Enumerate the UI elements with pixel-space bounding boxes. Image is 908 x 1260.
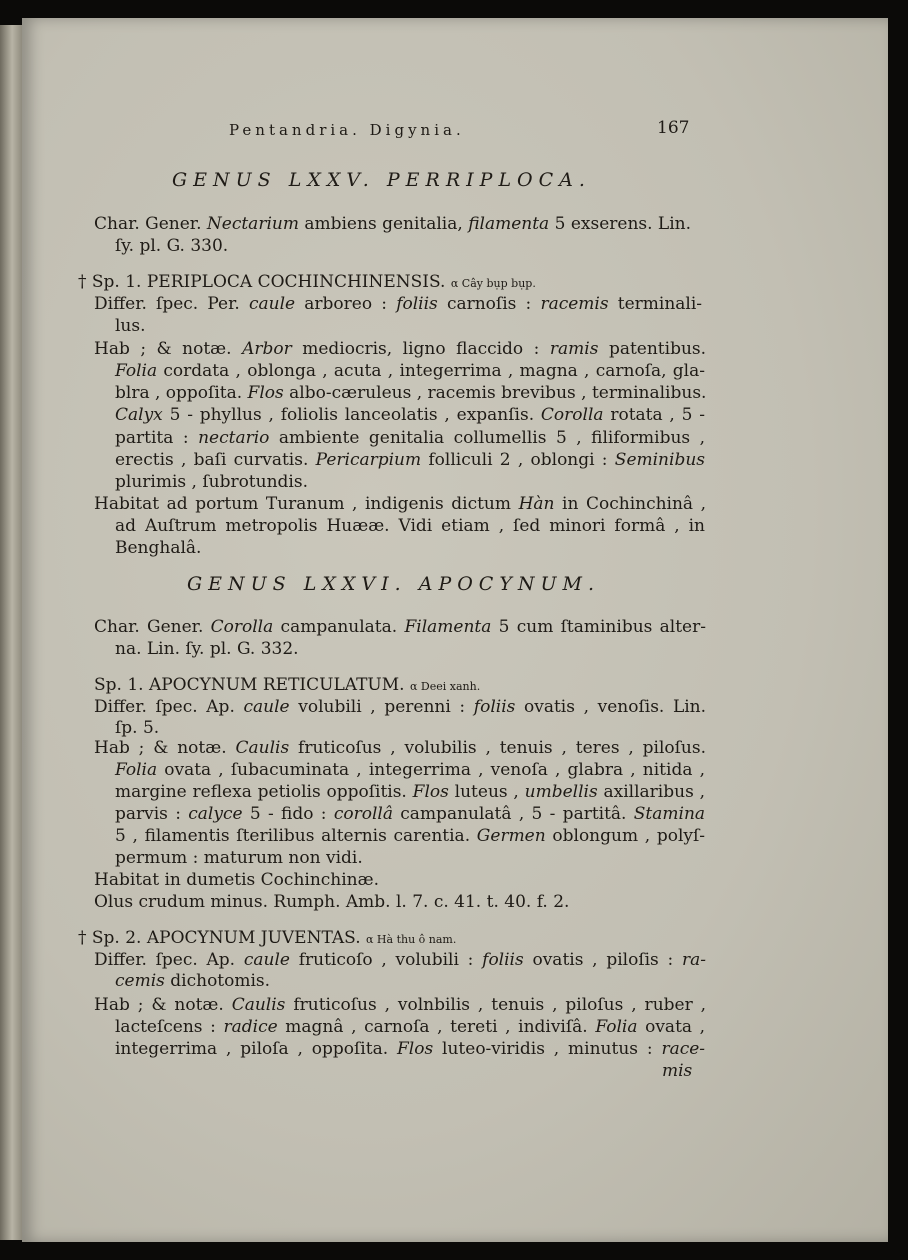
term: Hàn	[518, 494, 555, 514]
hab-line6: permum : maturum non vidi.	[115, 848, 363, 868]
hab-line6	[115, 450, 705, 470]
text: Differ. ſpec. Per.	[94, 294, 240, 314]
text: in Cochinchinâ ,	[562, 494, 707, 514]
text: folliculi 2 , oblongi :	[428, 450, 608, 470]
text: cordata , oblonga , acuta , integerrima , magna , carnoſa, gla-	[163, 361, 705, 381]
term: foliis	[396, 294, 438, 314]
facing-page-edge	[0, 25, 22, 1240]
term: Flos	[247, 383, 284, 403]
text: ovata , ſubacuminata , integerrima , venoſa , glabra , nitida ,	[164, 760, 705, 780]
term: Corolla	[210, 617, 274, 637]
term: corollâ	[333, 804, 393, 824]
catchword	[662, 1061, 692, 1081]
species-name: † Sp. 1. PERIPLOCA COCHINCHINENSIS.	[78, 272, 446, 292]
species-title-periploca-cochinchinensis	[78, 272, 536, 294]
genus76-char-line1	[94, 617, 706, 637]
hab-line2	[115, 361, 705, 381]
text: 5 exserens. Lin.	[554, 214, 692, 234]
term: Germen	[476, 826, 546, 846]
term: filamenta	[468, 214, 550, 234]
hab-line1	[94, 738, 706, 758]
text: rotata , 5 -	[610, 405, 705, 425]
text: ovatis , piloſis :	[532, 950, 674, 970]
text: blra , oppoſita.	[115, 383, 243, 403]
term: radice	[223, 1017, 278, 1037]
text: fruticoſus , volubilis , tenuis , teres , piloſus.	[298, 738, 706, 758]
hab-line3	[115, 1039, 705, 1059]
hab-line2	[115, 760, 705, 780]
running-head: Pentandria. Digynia.	[229, 121, 465, 139]
text: Hab ; & notæ.	[94, 738, 227, 758]
hab-line7: plurimis , ſubrotundis.	[115, 472, 308, 492]
text: ovatis , venoſis. Lin.	[524, 697, 707, 717]
species-name: Sp. 1. APOCYNUM RETICULATUM.	[94, 675, 405, 695]
term: caule	[243, 697, 290, 717]
differ-line2	[115, 971, 270, 991]
olus-line: Olus crudum minus. Rumph. Amb. l. 7. c. 41. t. 40. f. 2.	[94, 892, 570, 912]
text: parvis :	[115, 804, 181, 824]
term: Caulis	[235, 738, 290, 758]
vernacular-name: α Cây bụp bụp.	[450, 277, 536, 290]
text: luteus ,	[454, 782, 519, 802]
habitat-line: Habitat in dumetis Cochinchinæ.	[94, 870, 380, 890]
term: ramis	[549, 339, 599, 359]
species-title-apocynum-juventas	[78, 928, 456, 950]
term: Filamenta	[404, 617, 492, 637]
term: Folia	[115, 760, 158, 780]
term: foliis	[473, 697, 516, 717]
term: racemis	[540, 294, 609, 314]
term: caule	[248, 294, 296, 314]
text: lacteſcens :	[115, 1017, 216, 1037]
differ-line1	[94, 294, 702, 314]
term: Folia	[595, 1017, 638, 1037]
hab-line3	[115, 782, 705, 802]
text: ad Auſtrum metropolis Huææ. Vidi etiam , ſed minori formâ , in	[115, 516, 705, 536]
differ-line1	[94, 950, 706, 970]
differ-line2: lus.	[115, 316, 146, 336]
genus76-char-line2: na. Lin. ſy. pl. G. 332.	[115, 639, 299, 659]
text: arboreo :	[304, 294, 387, 314]
text: campanulata.	[280, 617, 398, 637]
text: Habitat ad portum Turanum , indigenis dictum	[94, 494, 511, 514]
term: Stamina	[633, 804, 706, 824]
term: Pericarpium	[315, 450, 422, 470]
text: fruticoſo , volubili :	[298, 950, 474, 970]
text: volubili , perenni :	[298, 697, 466, 717]
vernacular-name: α Hà thu ô nam.	[366, 933, 457, 946]
term: Arbor	[242, 339, 292, 359]
text: Hab ; & notæ.	[94, 339, 232, 359]
genus75-char-line1	[94, 214, 691, 234]
term: Flos	[396, 1039, 434, 1059]
hab-line1	[94, 995, 706, 1015]
text: 5 , filamentis ſterilibus alternis carentia.	[115, 826, 471, 846]
text: erectis , baſi curvatis.	[115, 450, 309, 470]
text: mediocris, ligno flaccido :	[302, 339, 540, 359]
hab-line5	[115, 826, 705, 846]
habitat-line2	[115, 516, 705, 536]
text: patentibus.	[608, 339, 707, 359]
hab-line3	[115, 383, 705, 403]
hab-line4	[115, 405, 705, 425]
text: ambiente genitalia collumellis 5 , filiformibus ,	[278, 428, 706, 448]
genus75-char-line2: ſy. pl. G. 330.	[115, 236, 229, 256]
hab-line5	[115, 428, 705, 448]
text: campanulatâ , 5 - partitâ.	[400, 804, 627, 824]
hab-line4	[115, 804, 705, 824]
term: Corolla	[540, 405, 604, 425]
book-page	[22, 18, 888, 1242]
term: Calyx	[115, 405, 163, 425]
term: mis	[662, 1061, 693, 1081]
text: axillaribus ,	[603, 782, 706, 802]
term: Seminibus	[614, 450, 706, 470]
hab-line2	[115, 1017, 705, 1037]
text: ovata ,	[645, 1017, 706, 1037]
term: race-	[661, 1039, 706, 1059]
hab-line1	[94, 339, 706, 359]
term: Flos	[412, 782, 449, 802]
genus-heading-apocynum: GENUS LXXVI. APOCYNUM.	[187, 573, 601, 595]
term: nectario	[198, 428, 270, 448]
text: carnoſis :	[446, 294, 532, 314]
term: caule	[243, 950, 290, 970]
text: 5 - phyllus , foliolis lanceolatis , expanſis.	[169, 405, 535, 425]
genus-heading-perriploca: GENUS LXXV. PERRIPLOCA.	[172, 169, 591, 191]
text: Differ. ſpec. Ap.	[94, 697, 235, 717]
species-name: † Sp. 2. APOCYNUM JUVENTAS.	[78, 928, 361, 948]
term: Nectarium	[206, 214, 299, 234]
text: 5 - fido :	[249, 804, 327, 824]
text: Char. Gener.	[94, 617, 204, 637]
habitat-line3: Benghalâ.	[115, 538, 202, 558]
text: 5 cum ſtaminibus alter-	[498, 617, 706, 637]
term: Folia	[115, 361, 158, 381]
text: terminali-	[617, 294, 703, 314]
text: Hab ; & notæ.	[94, 995, 224, 1015]
habitat-line1	[94, 494, 706, 514]
text: Differ. ſpec. Ap.	[94, 950, 236, 970]
differ-line1	[94, 697, 706, 717]
text: albo-cæruleus , racemis brevibus , terminalibus.	[289, 383, 707, 403]
text: integerrima , piloſa , oppoſita.	[115, 1039, 389, 1059]
page-number: 167	[657, 118, 690, 138]
text: magnâ , carnoſa , tereti , indiviſâ.	[285, 1017, 588, 1037]
term: umbellis	[524, 782, 598, 802]
term: calyce	[188, 804, 243, 824]
text: Char. Gener.	[94, 214, 202, 234]
text: fruticoſus , volnbilis , tenuis , piloſus , ruber ,	[293, 995, 707, 1015]
text: partita :	[115, 428, 189, 448]
term: Caulis	[231, 995, 286, 1015]
term: cemis	[115, 971, 165, 991]
text: dichotomis.	[170, 971, 271, 991]
text: oblongum , polyſ-	[552, 826, 706, 846]
differ-line2: ſp. 5.	[115, 718, 160, 738]
species-title-apocynum-reticulatum	[94, 675, 480, 697]
term: ra-	[682, 950, 707, 970]
text: margine reflexa petiolis oppoſitis.	[115, 782, 407, 802]
vernacular-name: α Deei xanh.	[409, 680, 481, 693]
text: luteo-viridis , minutus :	[442, 1039, 653, 1059]
text: ambiens genitalia,	[304, 214, 463, 234]
term: foliis	[482, 950, 524, 970]
